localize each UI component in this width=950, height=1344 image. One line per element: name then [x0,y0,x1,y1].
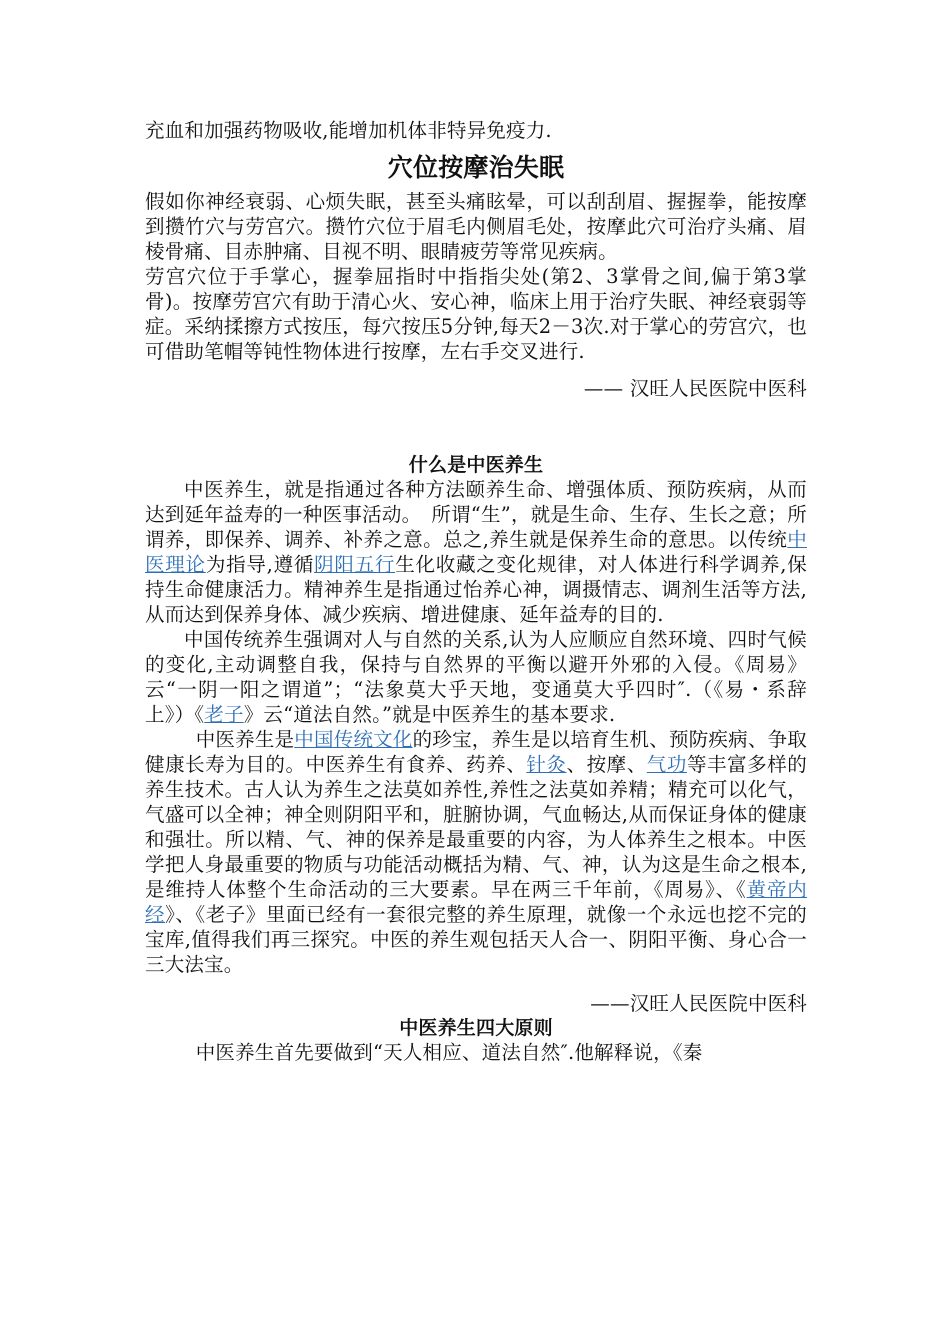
link-qigong[interactable]: 气功 [646,753,687,776]
paragraph-tcm-1: 中医养生，就是指通过各种方法颐养生命、增强体质、预防疾病，从而达到延年益寿的一种医事活动。 所谓“生”，就是生命、生存、生长之意；所谓养，即保养、调养、补养之意。总之,养生就是保养生命的意思。以传统中医理论为指导,遵循阴阳五行生化收藏之变化规律，对人体进行科学调养,保持生命健康活力。精神养生是指通过怡养心神，调摄情志、调剂生活等方法,从而达到保养身体、减少疾病、增进健康、延年益寿的目的. [145,478,807,626]
intro-line: 充血和加强药物吸收,能增加机体非特异免疫力. [145,119,552,142]
paragraph-tcm-3: 中医养生是中国传统文化的珍宝，养生是以培育生机、预防疾病、争取健康长寿为目的。中医养生有食养、药养、针灸、按摩、气功等丰富多样的养生技术。古人认为养生之法莫如养性,养性之法莫如养精；精充可以化气，气盛可以全神；神全则阴阳平和，脏腑协调，气血畅达,从而保证身体的健康和强壮。所以精、气、神的保养是最重要的内容，为人体养生之根本。中医学把人身最重要的物质与功能活动概括为精、气、神，认为这是生命之根本,是维持人体整个生命活动的三大要素。早在两三千年前，《周易》、《黄帝内经》、《老子》里面已经有一套很完整的养生原理，就像一个永远也挖不完的宝库,值得我们再三探究。中医的养生观包括天人合一、阴阳平衡、身心合一三大法宝。 [145,728,808,976]
document-page [145,118,807,1065]
signature-1: —— 汉旺人民医院中医科 [583,377,807,400]
link-huangdi-neijing[interactable]: 黄帝内经 [145,878,807,926]
paragraph-tcm-2: 中国传统养生强调对人与自然的关系,认为人应顺应自然环境、四时气候的变化,主动调整自我，保持与自然界的平衡以避开外邪的入侵。《周易》云“一阴一阳之谓道”；“法象莫大乎天地，变通莫大乎四时″.（《易・系辞上》）《老子》云“道法自然。”就是中医养生的基本要求. [145,628,807,726]
link-yin-yang-five-elements[interactable]: 阴阳五行 [314,553,396,576]
link-chinese-culture[interactable]: 中国传统文化 [294,728,413,751]
paragraph-acupressure-2: 劳宫穴位于手掌心，握拳屈指时中指指尖处(第2、3掌骨之间,偏于第3掌骨)。按摩劳宫穴有助于清心火、安心神，临床上用于治疗失眠、神经衰弱等症。采纳揉擦方式按压，每穴按压5分钟,每天2－3次.对于掌心的劳宫穴，也可借助笔帽等钝性物体进行按摩，左右手交叉进行. [145,265,807,363]
signature-2: ——汉旺人民医院中医科 [590,992,807,1015]
link-tcm-theory[interactable]: 中医理论 [145,528,807,576]
section-title-acupressure: 穴位按摩治失眠 [387,153,565,182]
paragraph-acupressure-1: 假如你神经衰弱、心烦失眠，甚至头痛眩晕，可以刮刮眉、握握拳，能按摩到攒竹穴与劳宫穴。攒竹穴位于眉毛内侧眉毛处，按摩此穴可治疗头痛、眉棱骨痛、目赤肿痛、目视不明、眼睛疲劳等常见疾病。 [145,190,807,263]
paragraph-principles-1: 中医养生首先要做到“天人相应、道法自然″.他解释说，《秦 [195,1041,703,1064]
section-title-what-is-tcm: 什么是中医养生 [408,454,544,476]
section-title-four-principles: 中医养生四大原则 [399,1017,553,1039]
link-acupuncture[interactable]: 针灸 [526,753,567,776]
link-laozi[interactable]: 老子 [204,703,244,726]
